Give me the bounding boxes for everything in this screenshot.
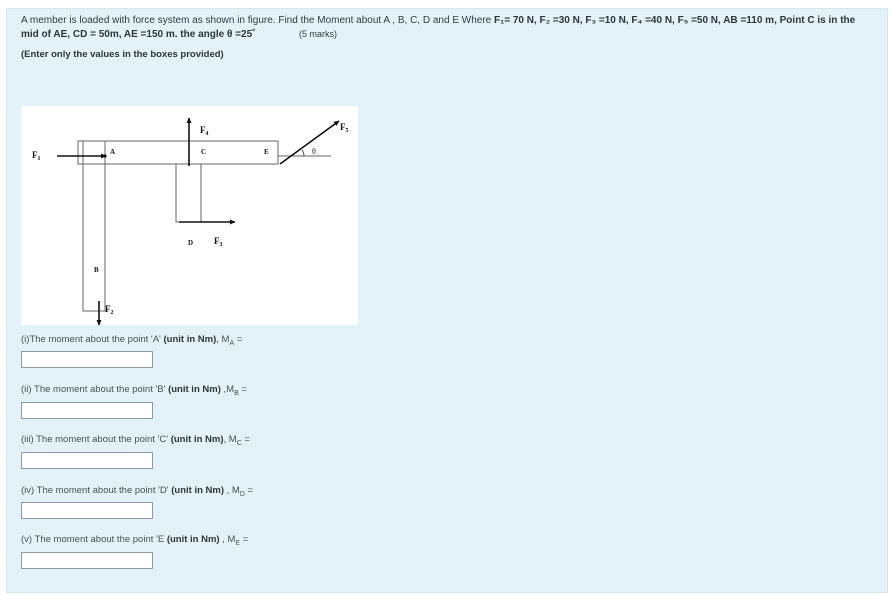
label-f5: $F_5$ [340,122,349,134]
force-arrows [57,118,339,325]
force-diagram [21,106,358,325]
label-point-a: A [110,148,116,156]
problem-statement-line2 [21,29,337,40]
instruction-text: (Enter only the values in the boxes provided) [21,49,224,60]
problem-statement-line1 [21,15,855,26]
label-point-d: D [188,239,194,247]
question-a-text: (i)The moment about the point 'A' (unit in Nm), $M_A$ = [21,334,243,347]
angle-arc [302,150,304,156]
problem-values: F₁= 70 N, F₂ =30 N, F₃ =10 N, F₄ =40 N, F₅ =50 N, AB =110 m, Point C is in the [494,15,856,26]
question-d-text: (iv) The moment about the point 'D' (unit in Nm) , $M_D$ = [21,485,254,498]
force-diagram-svg [21,106,358,325]
moment-a-input[interactable] [21,351,153,368]
label-point-e: E [264,148,269,156]
problem-intro: A member is loaded with force system as shown in figure. Find the Moment about A , B, C, D and E Where [21,15,494,26]
moment-b-input[interactable] [21,402,153,419]
question-panel [6,8,888,593]
question-b-text: (ii) The moment about the point 'B' (unit in Nm) $,M_B$ = [21,384,247,397]
member-shape [78,141,278,311]
marks-label: (5 marks) [299,29,338,39]
question-e-text: (v) The moment about the point 'E (unit in Nm) , $M_E$ = [21,534,249,547]
moment-d-input[interactable] [21,502,153,519]
label-point-b: B [94,266,99,274]
problem-geometry: mid of AE, CD = 50m, AE =150 m. the angle θ =25˚ [21,29,256,40]
moment-e-input[interactable] [21,552,153,569]
force-f5-arrow [280,121,339,164]
point-a-dot [103,154,106,157]
moment-c-input[interactable] [21,452,153,469]
label-theta: θ [312,147,316,156]
label-f1: $F_1$ [32,150,41,162]
label-f3: $F_3$ [214,236,223,248]
label-f2: $F_2$ [105,304,114,316]
label-point-c: C [201,148,207,156]
question-c-text: (iii) The moment about the point 'C' (unit in Nm), $M_C$ = [21,434,250,447]
label-f4: $F_4$ [200,125,209,137]
